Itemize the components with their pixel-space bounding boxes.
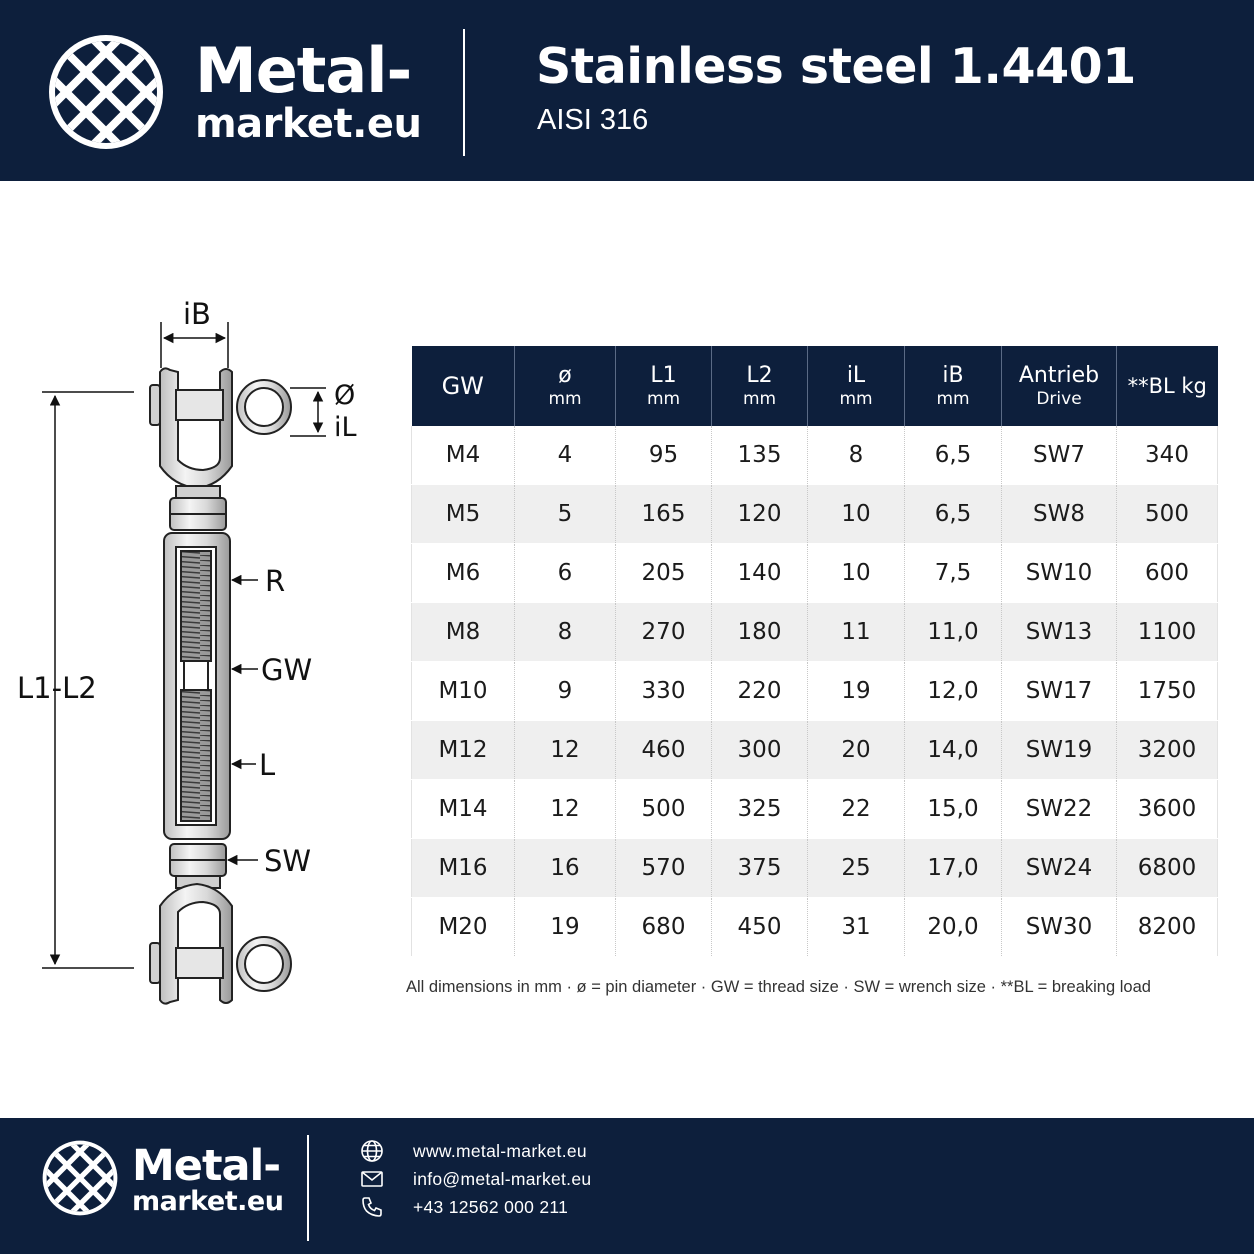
cell-il: 20 <box>808 721 905 780</box>
table-row <box>412 426 1218 485</box>
col-ib: iB mm <box>905 346 1002 426</box>
label-length: L1-L2 <box>17 671 97 705</box>
col-drive: Antrieb Drive <box>1002 346 1117 426</box>
cell-gw: M6 <box>412 544 515 603</box>
cell-ib: 6,5 <box>905 485 1002 544</box>
table-body <box>412 426 1218 957</box>
cell-ib: 15,0 <box>905 780 1002 839</box>
envelope-icon <box>360 1167 384 1191</box>
col-l2: L2 mm <box>712 346 808 426</box>
cell-ib: 12,0 <box>905 662 1002 721</box>
cell-ib: 11,0 <box>905 603 1002 662</box>
cell-gw: M8 <box>412 603 515 662</box>
cell-drive: SW8 <box>1002 485 1117 544</box>
page-subtitle: AISI 316 <box>537 104 649 136</box>
cell-l1: 330 <box>616 662 712 721</box>
table-row <box>412 544 1218 603</box>
cell-l1: 270 <box>616 603 712 662</box>
cell-gw: M10 <box>412 662 515 721</box>
cell-l2: 450 <box>712 898 808 957</box>
cell-drive: SW17 <box>1002 662 1117 721</box>
metal-market-logo-icon <box>40 1138 120 1218</box>
cell-pin-diameter: 5 <box>515 485 616 544</box>
brand-name-line1: Metal- <box>195 34 412 107</box>
table-row <box>412 780 1218 839</box>
cell-l2: 135 <box>712 426 808 485</box>
metal-market-logo-icon <box>45 31 167 153</box>
brand-name-line2: market.eu <box>195 101 422 147</box>
cell-gw: M4 <box>412 426 515 485</box>
cell-drive: SW7 <box>1002 426 1117 485</box>
cell-breaking-load: 6800 <box>1117 839 1218 898</box>
cell-ib: 14,0 <box>905 721 1002 780</box>
cell-drive: SW30 <box>1002 898 1117 957</box>
cell-breaking-load: 3200 <box>1117 721 1218 780</box>
cell-drive: SW10 <box>1002 544 1117 603</box>
table-footnote: All dimensions in mm · ø = pin diameter · GW = thread size · SW = wrench size · **BL = breaking load <box>406 978 1151 996</box>
cell-l2: 375 <box>712 839 808 898</box>
cell-pin-diameter: 6 <box>515 544 616 603</box>
cell-breaking-load: 340 <box>1117 426 1218 485</box>
footer-brand-line2: market.eu <box>132 1186 284 1217</box>
cell-l1: 95 <box>616 426 712 485</box>
col-il: iL mm <box>808 346 905 426</box>
cell-il: 8 <box>808 426 905 485</box>
email-link[interactable]: info@metal-market.eu <box>413 1168 592 1189</box>
cell-l1: 205 <box>616 544 712 603</box>
cell-pin-diameter: 12 <box>515 721 616 780</box>
table-header-row <box>412 346 1218 426</box>
cell-il: 11 <box>808 603 905 662</box>
cell-gw: M5 <box>412 485 515 544</box>
cell-ib: 6,5 <box>905 426 1002 485</box>
label-r: R <box>265 564 286 598</box>
cell-l1: 570 <box>616 839 712 898</box>
phone-icon <box>360 1195 384 1219</box>
contact-email[interactable] <box>360 1166 592 1192</box>
page-title: Stainless steel 1.4401 <box>536 38 1136 95</box>
cell-il: 19 <box>808 662 905 721</box>
cell-l2: 180 <box>712 603 808 662</box>
footer-brand-line1: Metal- <box>132 1141 281 1191</box>
label-l: L <box>259 748 276 782</box>
table-row <box>412 662 1218 721</box>
footer-brand <box>132 1141 284 1217</box>
cell-gw: M20 <box>412 898 515 957</box>
cell-il: 25 <box>808 839 905 898</box>
cell-breaking-load: 1750 <box>1117 662 1218 721</box>
cell-drive: SW24 <box>1002 839 1117 898</box>
cell-gw: M16 <box>412 839 515 898</box>
cell-breaking-load: 1100 <box>1117 603 1218 662</box>
cell-pin-diameter: 19 <box>515 898 616 957</box>
cell-l1: 680 <box>616 898 712 957</box>
cell-l2: 220 <box>712 662 808 721</box>
table-row <box>412 898 1218 957</box>
col-breaking-load: **BL kg <box>1117 346 1218 426</box>
col-gw: GW <box>412 346 515 426</box>
cell-breaking-load: 8200 <box>1117 898 1218 957</box>
header-brand <box>195 34 422 147</box>
website-link[interactable]: www.metal-market.eu <box>413 1140 587 1161</box>
cell-drive: SW19 <box>1002 721 1117 780</box>
cell-ib: 7,5 <box>905 544 1002 603</box>
label-il: iL <box>334 412 357 443</box>
cell-il: 22 <box>808 780 905 839</box>
cell-pin-diameter: 8 <box>515 603 616 662</box>
cell-breaking-load: 3600 <box>1117 780 1218 839</box>
phone-link[interactable]: +43 12562 000 211 <box>413 1196 569 1217</box>
table-row <box>412 721 1218 780</box>
cell-ib: 20,0 <box>905 898 1002 957</box>
table-row <box>412 603 1218 662</box>
cell-breaking-load: 600 <box>1117 544 1218 603</box>
label-gw: GW <box>261 653 313 687</box>
cell-pin-diameter: 9 <box>515 662 616 721</box>
cell-drive: SW13 <box>1002 603 1117 662</box>
cell-gw: M14 <box>412 780 515 839</box>
footer-divider <box>307 1135 309 1241</box>
cell-l1: 165 <box>616 485 712 544</box>
label-ib: iB <box>183 297 211 331</box>
label-sw: SW <box>264 844 312 878</box>
cell-pin-diameter: 4 <box>515 426 616 485</box>
cell-drive: SW22 <box>1002 780 1117 839</box>
cell-pin-diameter: 12 <box>515 780 616 839</box>
cell-l1: 460 <box>616 721 712 780</box>
spec-table <box>411 346 1218 957</box>
globe-icon <box>360 1139 384 1163</box>
cell-l2: 325 <box>712 780 808 839</box>
contact-phone[interactable] <box>360 1194 569 1220</box>
header-banner <box>0 0 1254 181</box>
cell-l2: 140 <box>712 544 808 603</box>
cell-il: 10 <box>808 544 905 603</box>
cell-l2: 300 <box>712 721 808 780</box>
cell-il: 31 <box>808 898 905 957</box>
cell-il: 10 <box>808 485 905 544</box>
turnbuckle-drawing <box>0 290 400 1010</box>
col-pin-diameter: ø mm <box>515 346 616 426</box>
label-pin-diameter: Ø <box>334 380 356 411</box>
cell-gw: M12 <box>412 721 515 780</box>
cell-l2: 120 <box>712 485 808 544</box>
cell-pin-diameter: 16 <box>515 839 616 898</box>
cell-l1: 500 <box>616 780 712 839</box>
cell-breaking-load: 500 <box>1117 485 1218 544</box>
contact-website[interactable] <box>360 1138 587 1164</box>
table-row <box>412 485 1218 544</box>
cell-ib: 17,0 <box>905 839 1002 898</box>
footer-banner <box>0 1118 1254 1254</box>
table-row <box>412 839 1218 898</box>
header-divider <box>463 29 465 156</box>
col-l1: L1 mm <box>616 346 712 426</box>
